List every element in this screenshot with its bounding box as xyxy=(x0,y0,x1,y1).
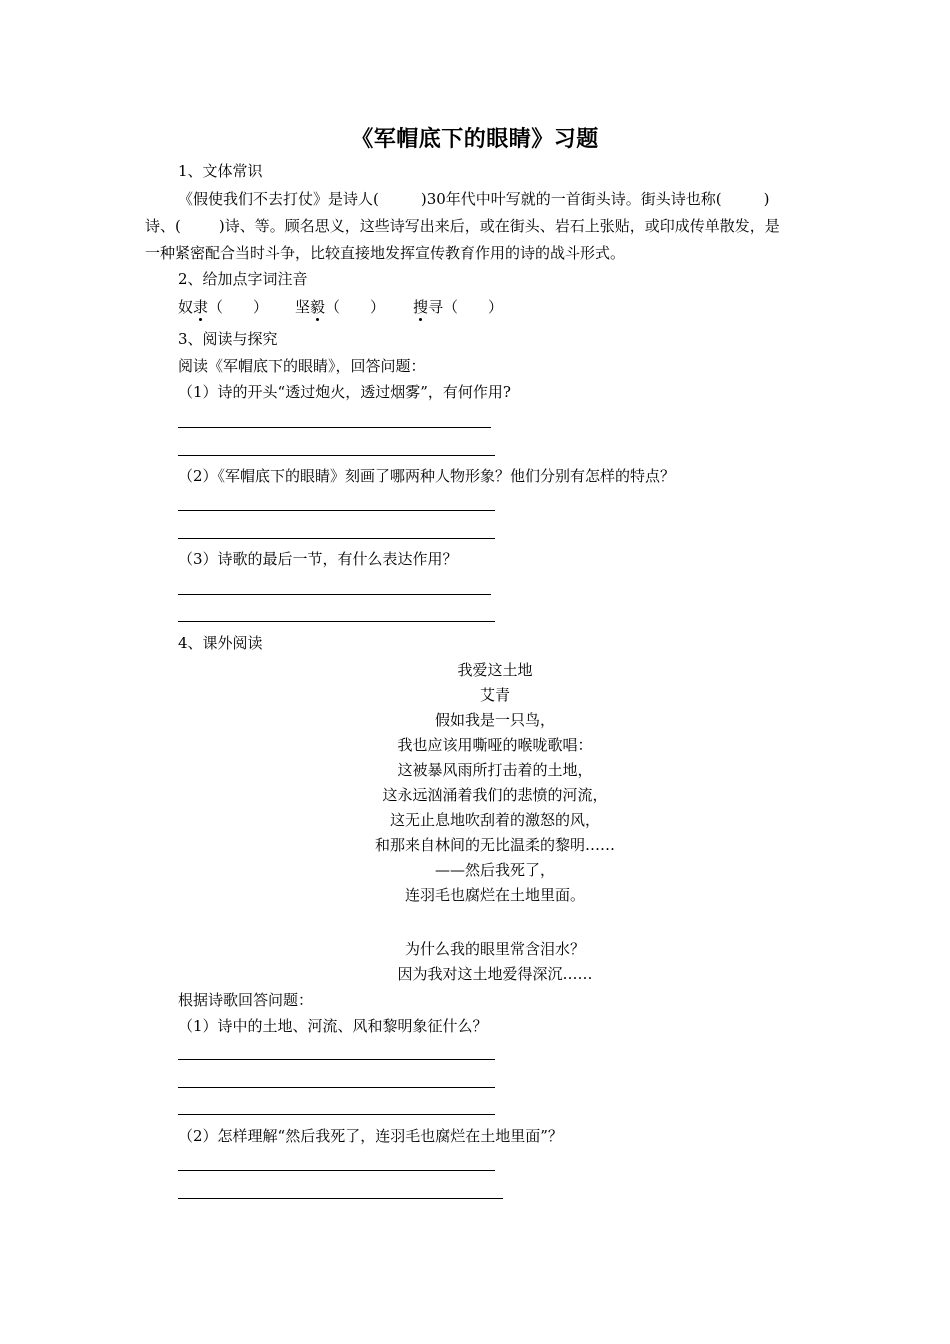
poem-line: 这被暴风雨所打击着的土地， xyxy=(397,761,593,779)
answer-line[interactable] xyxy=(178,427,491,428)
question-3-1: （1）诗的开头“透过炮火，透过烟雾”，有何作用? xyxy=(178,383,511,401)
page-title: 《军帽底下的眼睛》习题 xyxy=(351,126,599,152)
answer-line[interactable] xyxy=(178,1170,495,1171)
question-3-3: （3）诗歌的最后一节，有什么表达作用？ xyxy=(178,550,458,568)
answer-line[interactable] xyxy=(178,1059,495,1060)
answer-line[interactable] xyxy=(178,510,495,511)
para-seg-c: ) xyxy=(763,190,770,208)
poem-line: 因为我对这土地爱得深沉…… xyxy=(397,965,593,983)
poem-instruction: 根据诗歌回答问题： xyxy=(178,991,314,1009)
answer-line[interactable] xyxy=(178,1114,495,1115)
poem-line: 为什么我的眼里常含泪水？ xyxy=(404,940,585,958)
poem-author: 艾青 xyxy=(479,686,510,704)
answer-line[interactable] xyxy=(178,538,495,539)
pinyin-item-2: 坚毅（ ） xyxy=(295,298,386,316)
answer-line[interactable] xyxy=(178,594,491,595)
poem-line: ——然后我死了， xyxy=(434,861,555,879)
pinyin-item-1: 奴隶（ ） xyxy=(178,298,269,316)
poem-line: 连羽毛也腐烂在土地里面。 xyxy=(404,886,585,904)
pinyin-item-3: 搜寻（ ） xyxy=(413,298,504,316)
section-4-heading: 4、课外阅读 xyxy=(178,634,263,652)
question-4-1: （1）诗中的土地、河流、风和黎明象征什么？ xyxy=(178,1017,488,1035)
section-1-heading: 1、文体常识 xyxy=(178,162,263,180)
section-3-heading: 3、阅读与探究 xyxy=(178,330,278,348)
section-2-heading: 2、给加点字词注音 xyxy=(178,270,308,288)
para-seg-a: 《假使我们不去打仗》是诗人( xyxy=(178,190,379,208)
para-seg-f: 一种紧密配合当时斗争，比较直接地发挥宣传教育作用的诗的战斗形式。 xyxy=(145,244,626,262)
poem-line: 和那来自林间的无比温柔的黎明…… xyxy=(374,836,615,854)
question-3-2: （2）《军帽底下的眼睛》刻画了哪两种人物形象？他们分别有怎样的特点？ xyxy=(178,467,676,485)
question-4-2: （2）怎样理解“然后我死了，连羽毛也腐烂在土地里面”？ xyxy=(178,1127,563,1145)
pinyin-blank[interactable]: （ ） xyxy=(208,298,269,316)
pinyin-blank[interactable]: （ ） xyxy=(325,298,386,316)
answer-line[interactable] xyxy=(178,1087,495,1088)
dotted-char: 毅 xyxy=(310,298,326,316)
answer-line[interactable] xyxy=(178,1198,503,1199)
dotted-char: 搜 xyxy=(413,298,429,316)
answer-line[interactable] xyxy=(178,621,495,622)
para-seg-b: )30年代中叶写就的一首街头诗。街头诗也称( xyxy=(420,190,722,208)
poem-line: 这永远汹涌着我们的悲愤的河流， xyxy=(382,786,608,804)
para-seg-d: 诗、( xyxy=(145,217,181,235)
poem-line: 这无止息地吹刮着的激怒的风， xyxy=(389,811,600,829)
pinyin-blank[interactable]: （ ） xyxy=(443,298,504,316)
answer-line[interactable] xyxy=(178,455,495,456)
reading-intro: 阅读《军帽底下的眼睛》，回答问题： xyxy=(178,357,426,375)
poem-line: 我也应该用嘶哑的喉咙歌唱： xyxy=(397,736,593,754)
poem-line: 假如我是一只鸟， xyxy=(434,711,555,729)
section-1-paragraph xyxy=(145,186,810,267)
dotted-char: 隶 xyxy=(193,298,209,316)
para-seg-e: )诗、等。顾名思义，这些诗写出来后，或在街头、岩石上张贴，或印成传单散发，是 xyxy=(218,217,780,235)
poem-title: 我爱这土地 xyxy=(457,661,533,679)
